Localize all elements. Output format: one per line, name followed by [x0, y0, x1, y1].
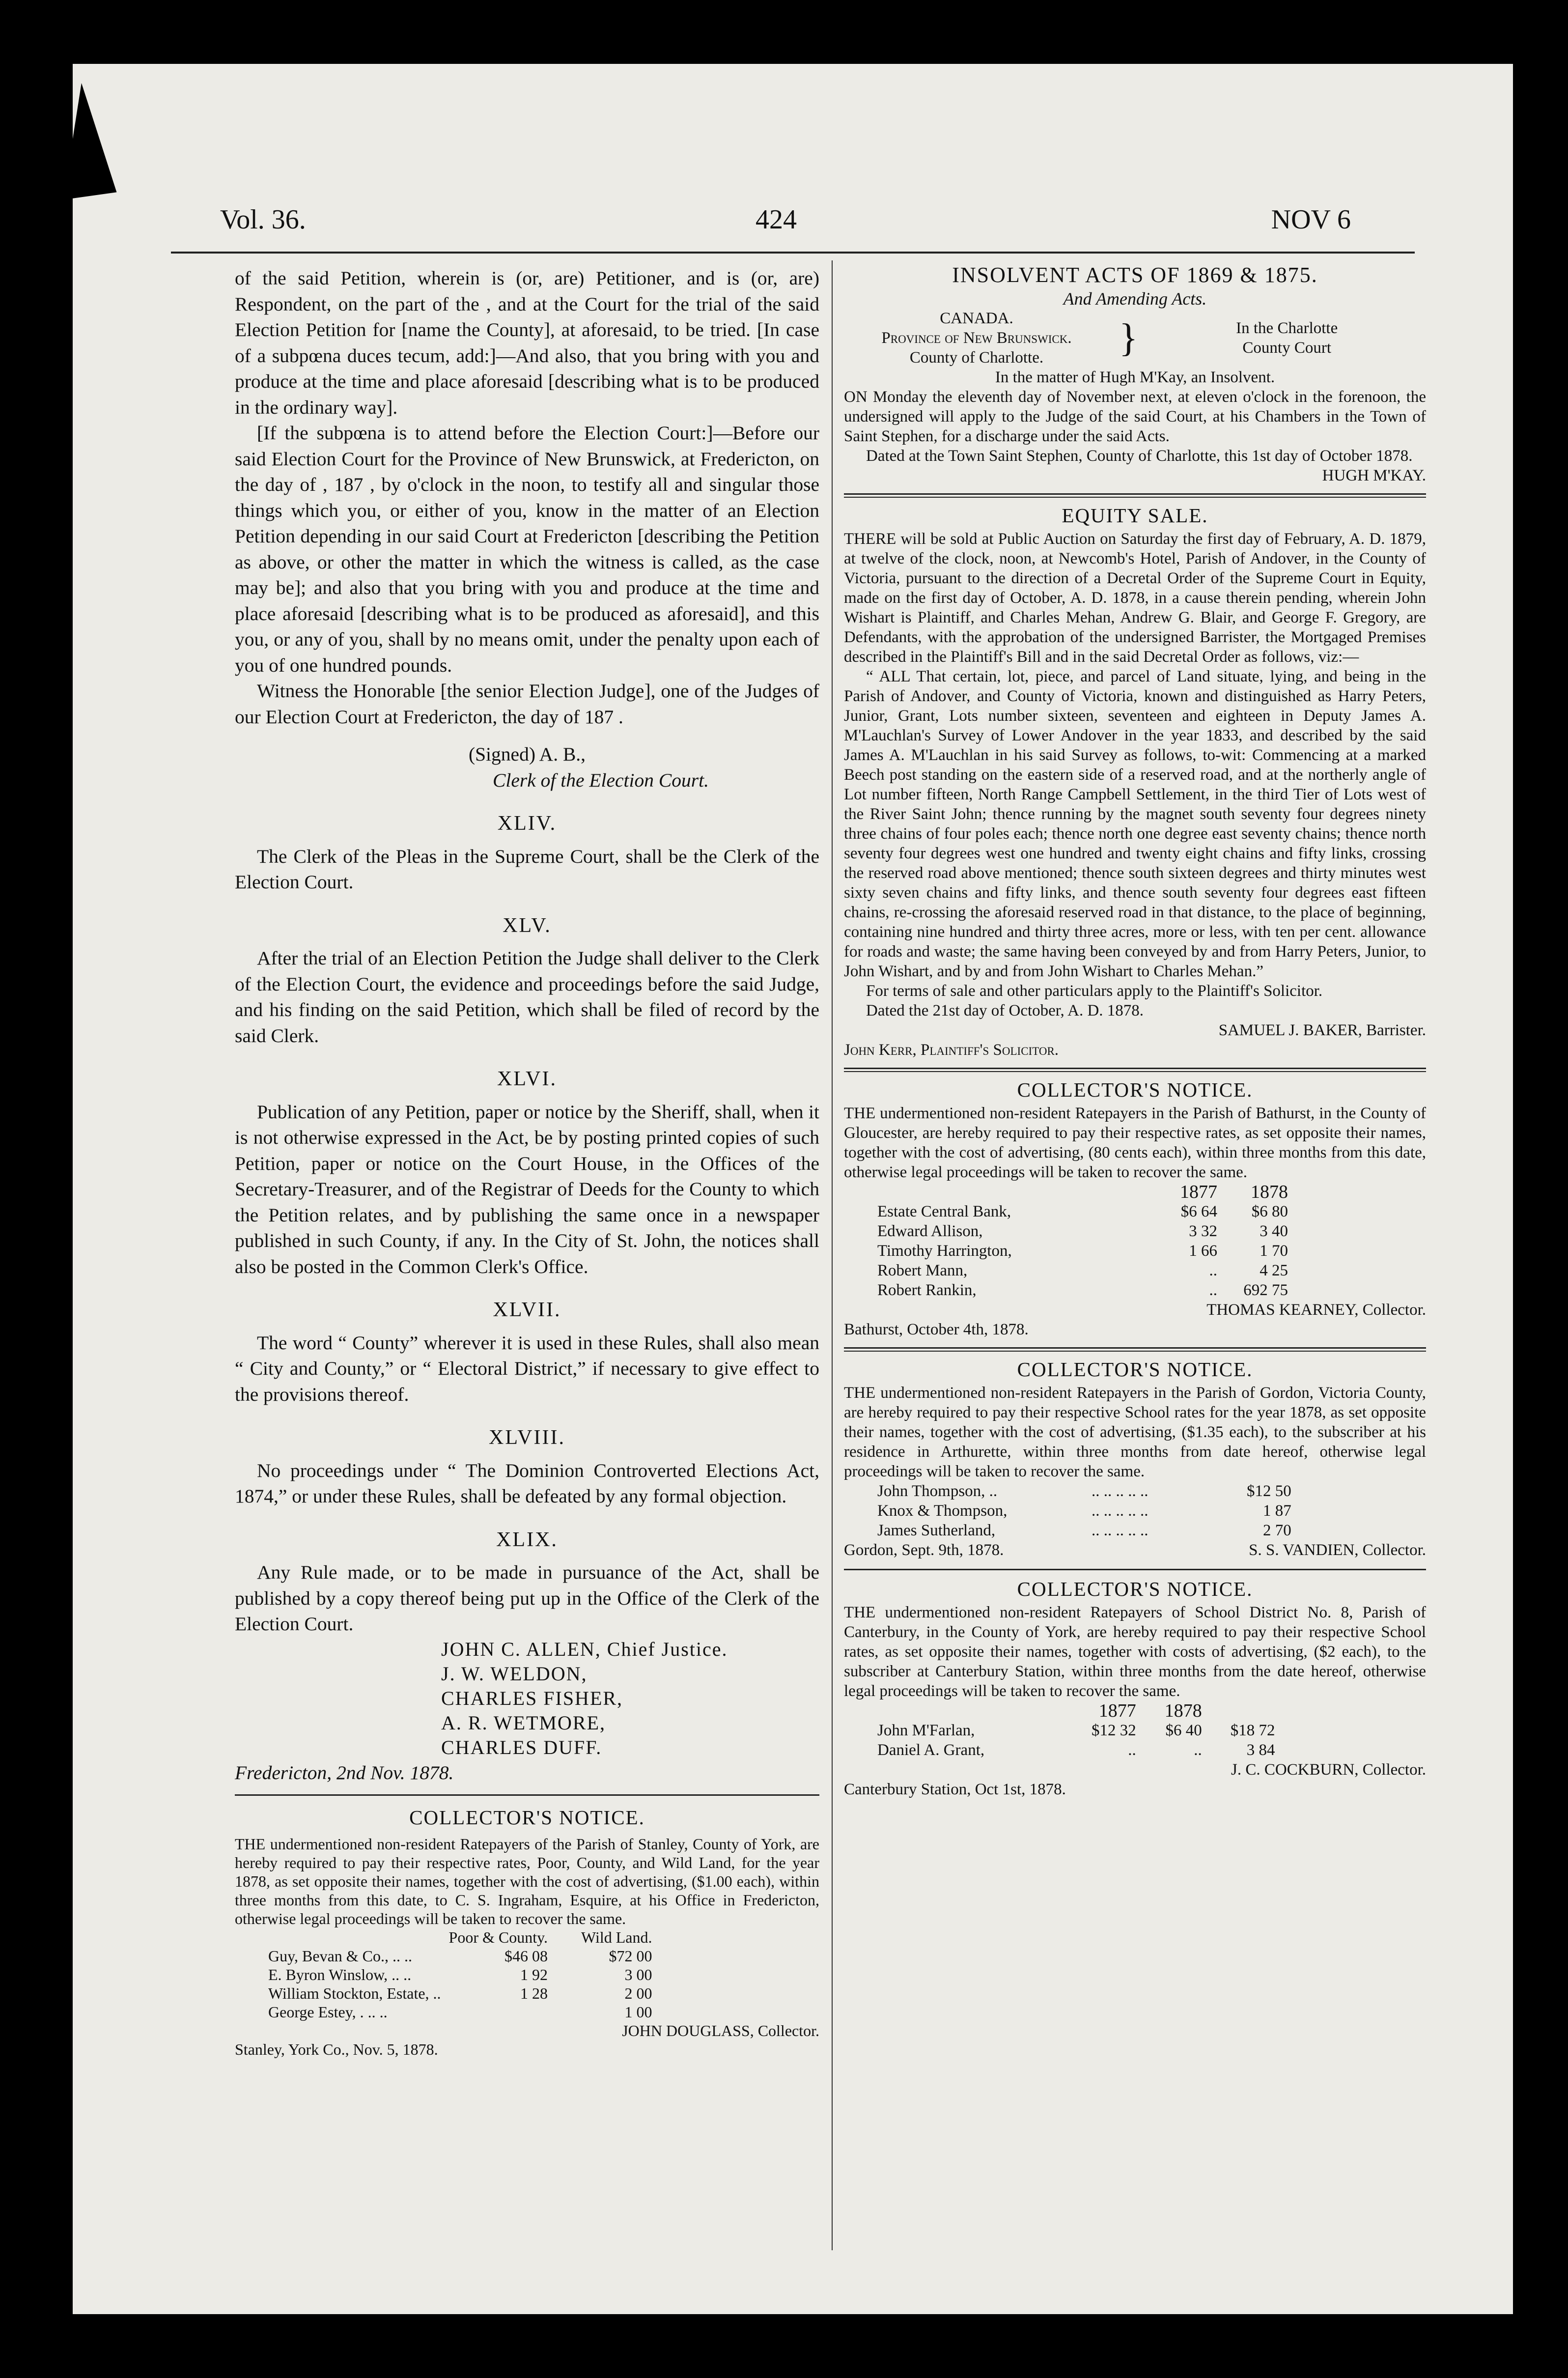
amount-total: $18 72	[1230, 1722, 1275, 1739]
year-header: 1877	[1180, 1182, 1217, 1202]
equity-property-description: “ ALL That certain, lot, piece, and parcel of Land situate, lying, and being in the Parish of Andover, and County of Victoria, known and distinguished as Harry Peters, Junior, Grant, Lots number sixteen, seventeen and eighteen in Deputy James A. M'Lauchlan's Survey of Lower Andover in the year 1833, and described by the said James A. M'Lauchlan in his said Survey as follows, to-wit: Commencing at a marked Beech post standing on the eastern side of a reserved road, and at the northerly angle of Lot number fifteen, North Range Campbell Settlement, in the third Tier of Lots west of the River Saint John; thence running by the magnet south seventy four degrees ninety three chains of four poles each; thence north one degree east seventy chains; thence north seventy four degrees west one hundred and twenty eight chains and fifty links, crossing the reserved road above mentioned; thence south sixteen degrees and thirty minutes west sixty seven chains and fifty links, and thence south seventy four degrees east fifteen chains, re-crossing the aforesaid reserved road in that distance, to the place of beginning, containing nine hundred and thirty three acres, more or less, with ten per cent. allowance for roads and waste; the same having been conveyed by and from Harry Peters, Junior, to John Wishart, and by and from John Wishart to Charles Mehan.”	[844, 668, 1426, 980]
amount-1877: $6 64	[1180, 1203, 1217, 1220]
notice-body: THE undermentioned non-resident Ratepayers in the Parish of Gordon, Victoria County, are hereby required to pay their respective School rates for the year 1878, as set opposite their names, together with the cost of advertising, ($1.35 each), to the subscriber at his residence in Arthurette, within three months from date hereof, otherwise legal proceedings will be taken to recover the same.	[844, 1384, 1426, 1480]
column-divider	[832, 260, 833, 2250]
ratepayer-name: George Estey, . .. ..	[268, 2003, 388, 2021]
court-label: In the Charlotte	[1236, 319, 1338, 337]
ratepayer-name: Estate Central Bank,	[877, 1203, 1011, 1220]
amount-total: 3 84	[1246, 1741, 1275, 1759]
table-row	[873, 1481, 1295, 1501]
table-row	[873, 1221, 1292, 1241]
notice-body: THE undermentioned non-resident Ratepayers in the Parish of Bathurst, in the County of Gloucester, are hereby required to pay their respective rates, as set opposite their names, together with the cost of advertising, (80 cents each), within three months from this date, otherwise legal proceedings will be taken to recover the same.	[844, 1104, 1426, 1181]
collector-signature: S. S. VANDIEN, Collector.	[1249, 1541, 1426, 1559]
leader-dots: .. .. .. .. ..	[1092, 1482, 1148, 1500]
notice-body: THE undermentioned non-resident Ratepayers of School District No. 8, Parish of Canterbury, in the County of York, are hereby required to pay their respective School rates, as set opposite their names, together with costs of advertising, ($2 each), to the subscriber at Canterbury Station, within three months from the date hereof, otherwise legal proceedings will be taken to recover the same.	[844, 1604, 1426, 1700]
section-number: XLVII.	[493, 1299, 561, 1321]
column-header: Poor & County.	[448, 1928, 548, 1946]
header-rule	[171, 252, 1415, 254]
notice-dateline: Canterbury Station, Oct 1st, 1878.	[844, 1781, 1066, 1798]
signed-line: (Signed) A. B.,	[468, 743, 586, 765]
section-text: The word “ County” wherever it is used in these Rules, shall also mean “ City and County,” or “ Electoral District,” if necessary to give effect to the provisions thereof.	[235, 1331, 819, 1405]
fredericton-dateline: Fredericton, 2nd Nov. 1878.	[235, 1761, 454, 1784]
collector-signature: J. C. COCKBURN, Collector.	[1231, 1761, 1426, 1779]
amount-1878: 692 75	[1243, 1281, 1288, 1299]
ratepayer-name: John Thompson, ..	[877, 1482, 998, 1500]
leader-dots: .. .. .. .. ..	[1092, 1522, 1148, 1539]
table-row	[873, 1261, 1292, 1280]
section-number: XLIX.	[496, 1528, 558, 1551]
year-header: 1878	[1164, 1700, 1202, 1721]
brace-glyph: }	[1119, 316, 1138, 360]
page-header	[73, 204, 1513, 243]
subpoena-paragraph-1: of the said Petition, wherein is (or, are) Petitioner, and is (or, are) Respondent, on the part of the , and at the Court for the trial of the said Election Petition for [name the County], at aforesaid, to be tried. [In case of a subpœna duces tecum, add:]—And also, that you bring with you and produce at the time and place aforesaid [describing what is to be produced in the ordinary way].	[235, 267, 819, 418]
ratepayer-name: William Stockton, Estate, ..	[268, 1984, 441, 2002]
table-row	[873, 1521, 1295, 1540]
amount-1877: 3 32	[1189, 1222, 1217, 1240]
collector-signature: JOHN DOUGLASS, Collector.	[622, 2021, 819, 2039]
poor-county-amount: 1 28	[520, 1984, 548, 2002]
table-header-row	[873, 1701, 1279, 1721]
amount: $12 50	[1247, 1482, 1291, 1500]
leader-dots: .. .. .. .. ..	[1092, 1502, 1148, 1520]
amount-1878: 4 25	[1260, 1262, 1288, 1279]
ratepayer-name: Knox & Thompson,	[877, 1502, 1008, 1520]
gordon-ratepayer-table	[873, 1481, 1295, 1540]
left-column	[235, 265, 819, 2059]
table-row	[873, 1202, 1292, 1221]
newspaper-page	[73, 64, 1513, 2314]
amount-1878: $6 40	[1165, 1722, 1202, 1739]
county-label: County of Charlotte.	[909, 349, 1044, 367]
equity-title: EQUITY SALE.	[1062, 504, 1208, 527]
column-header: Wild Land.	[581, 1928, 652, 1946]
amount-1877: ..	[1128, 1741, 1136, 1759]
table-row	[873, 1721, 1279, 1740]
ratepayer-name: Edward Allison,	[877, 1222, 983, 1240]
judge-name: A. R. WETMORE,	[441, 1711, 606, 1734]
amount-1877: $12 32	[1092, 1722, 1136, 1739]
section-text: After the trial of an Election Petition the Judge shall deliver to the Clerk of the Election Court, the evidence and proceedings before the said Judge, and his finding on the said Petition, which shall be filed of record by the said Clerk.	[235, 947, 819, 1047]
notice-title: COLLECTOR'S NOTICE.	[1017, 1578, 1253, 1600]
notice-title: COLLECTOR'S NOTICE.	[409, 1806, 645, 1829]
clerk-line: Clerk of the Election Court.	[493, 769, 709, 791]
section-number: XLV.	[503, 914, 552, 937]
section-number: XLVI.	[497, 1068, 557, 1090]
amount-1878: $6 80	[1251, 1203, 1288, 1220]
section-text: Publication of any Petition, paper or notice by the Sheriff, shall, when it is not otherwise expressed in the Act, be by posting printed copies of such Petition, paper or notice on the Court House, in the Offices of the Secretary-Treasurer, and of the Registrar of Deeds for the County to which the Petition relates, and by publishing the same once in a newspaper published in such County, if any. In the City of St. John, the notices shall also be posted in the Common Clerk's Office.	[235, 1101, 819, 1277]
barrister-signature: SAMUEL J. BAKER, Barrister.	[1218, 1021, 1426, 1039]
table-row	[264, 1965, 656, 1984]
ratepayer-name: Daniel A. Grant,	[877, 1741, 985, 1759]
amount-1878: 3 40	[1260, 1222, 1288, 1240]
notice-title: COLLECTOR'S NOTICE.	[1017, 1358, 1253, 1381]
amount-1877: ..	[1209, 1262, 1217, 1279]
wild-land-amount: 1 00	[624, 2003, 652, 2021]
section-text: The Clerk of the Pleas in the Supreme Court, shall be the Clerk of the Election Court.	[235, 845, 819, 893]
year-header: 1878	[1251, 1182, 1288, 1202]
stanley-ratepayer-table	[264, 1928, 656, 2021]
bathurst-ratepayer-table	[873, 1182, 1292, 1300]
judges-signatures	[441, 1637, 819, 1760]
notice-dateline: Bathurst, October 4th, 1878.	[844, 1321, 1029, 1338]
wild-land-amount: $72 00	[609, 1947, 652, 1965]
collector-signature: THOMAS KEARNEY, Collector.	[1206, 1301, 1426, 1319]
ratepayer-name: E. Byron Winslow, .. ..	[268, 1965, 412, 1983]
notice-body: THE undermentioned non-resident Ratepayers of the Parish of Stanley, County of York, are hereby required to pay their respective rates, Poor, County, and Wild Land, for the year 1878, as set opposite their names, together with the cost of advertising, ($1.00 each), within three months from this date, to C. S. Ingraham, Esquire, at his Office in Fredericton, otherwise legal proceedings will be taken to recover the same.	[235, 1835, 819, 1927]
judge-name: J. W. WELDON,	[441, 1662, 588, 1685]
divider-rule	[844, 1569, 1426, 1570]
amount-1877: 1 66	[1189, 1242, 1217, 1260]
equity-body: THERE will be sold at Public Auction on Saturday the first day of February, A. D. 1879, at twelve of the clock, noon, at Newcomb's Hotel, Parish of Andover, in the County of Victoria, pursuant to the direction of a Decretal Order of the Supreme Court in Equity, made on the first day of October, A. D. 1878, in a cause therein pending, wherein John Wishart is Plaintiff, and Charles Mehan, Andrew G. Blair, and George F. Gregory, are Defendants, with the approbation of the undersigned Barrister, the Mortgaged Premises described in the Plaintiff's Bill and in the said Decretal Order as follows, viz:—	[844, 530, 1426, 666]
equity-terms: For terms of sale and other particulars apply to the Plaintiff's Solicitor.	[866, 982, 1323, 1000]
insolvent-dated: Dated at the Town Saint Stephen, County of Charlotte, this 1st day of October 1878.	[866, 447, 1413, 465]
ratepayer-name: Robert Rankin,	[877, 1281, 977, 1299]
gordon-footer	[844, 1540, 1426, 1560]
judge-name: CHARLES DUFF.	[441, 1736, 602, 1758]
section-number: XLIV.	[497, 812, 557, 835]
right-column	[844, 265, 1426, 1799]
province-label: Province of New Brunswick.	[881, 329, 1072, 347]
divider-rule	[844, 493, 1426, 498]
judge-name: CHARLES FISHER,	[441, 1687, 623, 1709]
amount: 2 70	[1263, 1522, 1291, 1539]
ratepayer-name: John M'Farlan,	[877, 1722, 975, 1739]
table-header-row	[873, 1182, 1292, 1202]
amount-1878: ..	[1194, 1741, 1202, 1759]
table-row	[873, 1280, 1292, 1300]
notice-dateline: Stanley, York Co., Nov. 5, 1878.	[235, 2040, 438, 2058]
ratepayer-name: James Sutherland,	[877, 1522, 996, 1539]
section-text: No proceedings under “ The Dominion Controverted Elections Act, 1874,” or under these Rules, shall be defeated by any formal objection.	[235, 1459, 819, 1507]
insolvent-signer: HUGH M'KAY.	[1322, 467, 1426, 484]
insolvent-title: INSOLVENT ACTS OF 1869 & 1875.	[952, 263, 1318, 287]
insolvent-body: ON Monday the eleventh day of November next, at eleven o'clock in the forenoon, the undersigned will apply to the Judge of the said Court, at his Chambers in the Town of Saint Stephen, for a discharge under the said Acts.	[844, 388, 1426, 445]
table-row	[264, 1984, 656, 2003]
canterbury-ratepayer-table	[873, 1701, 1279, 1760]
insolvent-subtitle: And Amending Acts.	[1063, 289, 1207, 309]
issue-date: NOV 6	[1271, 204, 1351, 235]
notice-title: COLLECTOR'S NOTICE.	[1017, 1078, 1253, 1101]
court-label: County Court	[1242, 339, 1331, 357]
judge-name: JOHN C. ALLEN, Chief Justice.	[441, 1638, 728, 1660]
canada-label: CANADA.	[940, 310, 1013, 327]
poor-county-amount: 1 92	[520, 1965, 548, 1983]
table-row	[873, 1241, 1292, 1261]
section-number: XLVIII.	[489, 1426, 565, 1449]
year-header: 1877	[1098, 1700, 1136, 1721]
solicitor-signature: John Kerr, Plaintiff's Solicitor.	[844, 1041, 1059, 1059]
amount-1877: ..	[1209, 1281, 1217, 1299]
ratepayer-name: Timothy Harrington,	[877, 1242, 1012, 1260]
poor-county-amount	[445, 2003, 552, 2021]
divider-rule	[235, 1794, 819, 1796]
poor-county-amount: $46 08	[504, 1947, 548, 1965]
divider-rule	[844, 1068, 1426, 1072]
table-row	[264, 2003, 656, 2021]
subpoena-paragraph-3: Witness the Honorable [the senior Election Judge], one of the Judges of our Election Court at Fredericton, the day of 187 .	[235, 680, 819, 728]
ratepayer-name: Robert Mann,	[877, 1262, 968, 1279]
equity-dated: Dated the 21st day of October, A. D. 1878.	[866, 1002, 1144, 1019]
volume-label: Vol. 36.	[220, 204, 306, 235]
amount: 1 87	[1263, 1502, 1291, 1520]
insolvent-matter: In the matter of Hugh M'Kay, an Insolvent.	[995, 368, 1275, 386]
table-header-row	[264, 1928, 656, 1947]
subpoena-paragraph-2: [If the subpœna is to attend before the Election Court:]—Before our said Election Court for the Province of New Brunswick, at Fredericton, on the day of , 187 , by o'clock in the noon, to testify all and singular those things which you, or either of you, know in the matter of an Election Petition depending in our said Court at Fredericton [describing the Petition as above, or other the matter in which the witness is called, as the case may be]; and also that you bring with you and produce at the time and place aforesaid [describing what is to be produced as aforesaid], and this you, or any of you, shall by no means omit, under the penalty upon each of you of one hundred pounds.	[235, 422, 819, 676]
amount-1878: 1 70	[1260, 1242, 1288, 1260]
divider-rule	[844, 1347, 1426, 1352]
page-number: 424	[756, 204, 797, 235]
table-row	[873, 1501, 1295, 1521]
table-row	[264, 1947, 656, 1965]
ratepayer-name: Guy, Bevan & Co., .. ..	[268, 1947, 413, 1965]
wild-land-amount: 2 00	[624, 1984, 652, 2002]
wild-land-amount: 3 00	[624, 1965, 652, 1983]
jurisdiction-block	[844, 309, 1426, 368]
table-row	[873, 1740, 1279, 1760]
notice-dateline: Gordon, Sept. 9th, 1878.	[844, 1541, 1004, 1559]
section-text: Any Rule made, or to be made in pursuance of the Act, shall be published by a copy thereof being put up in the Office of the Clerk of the Election Court.	[235, 1561, 819, 1635]
